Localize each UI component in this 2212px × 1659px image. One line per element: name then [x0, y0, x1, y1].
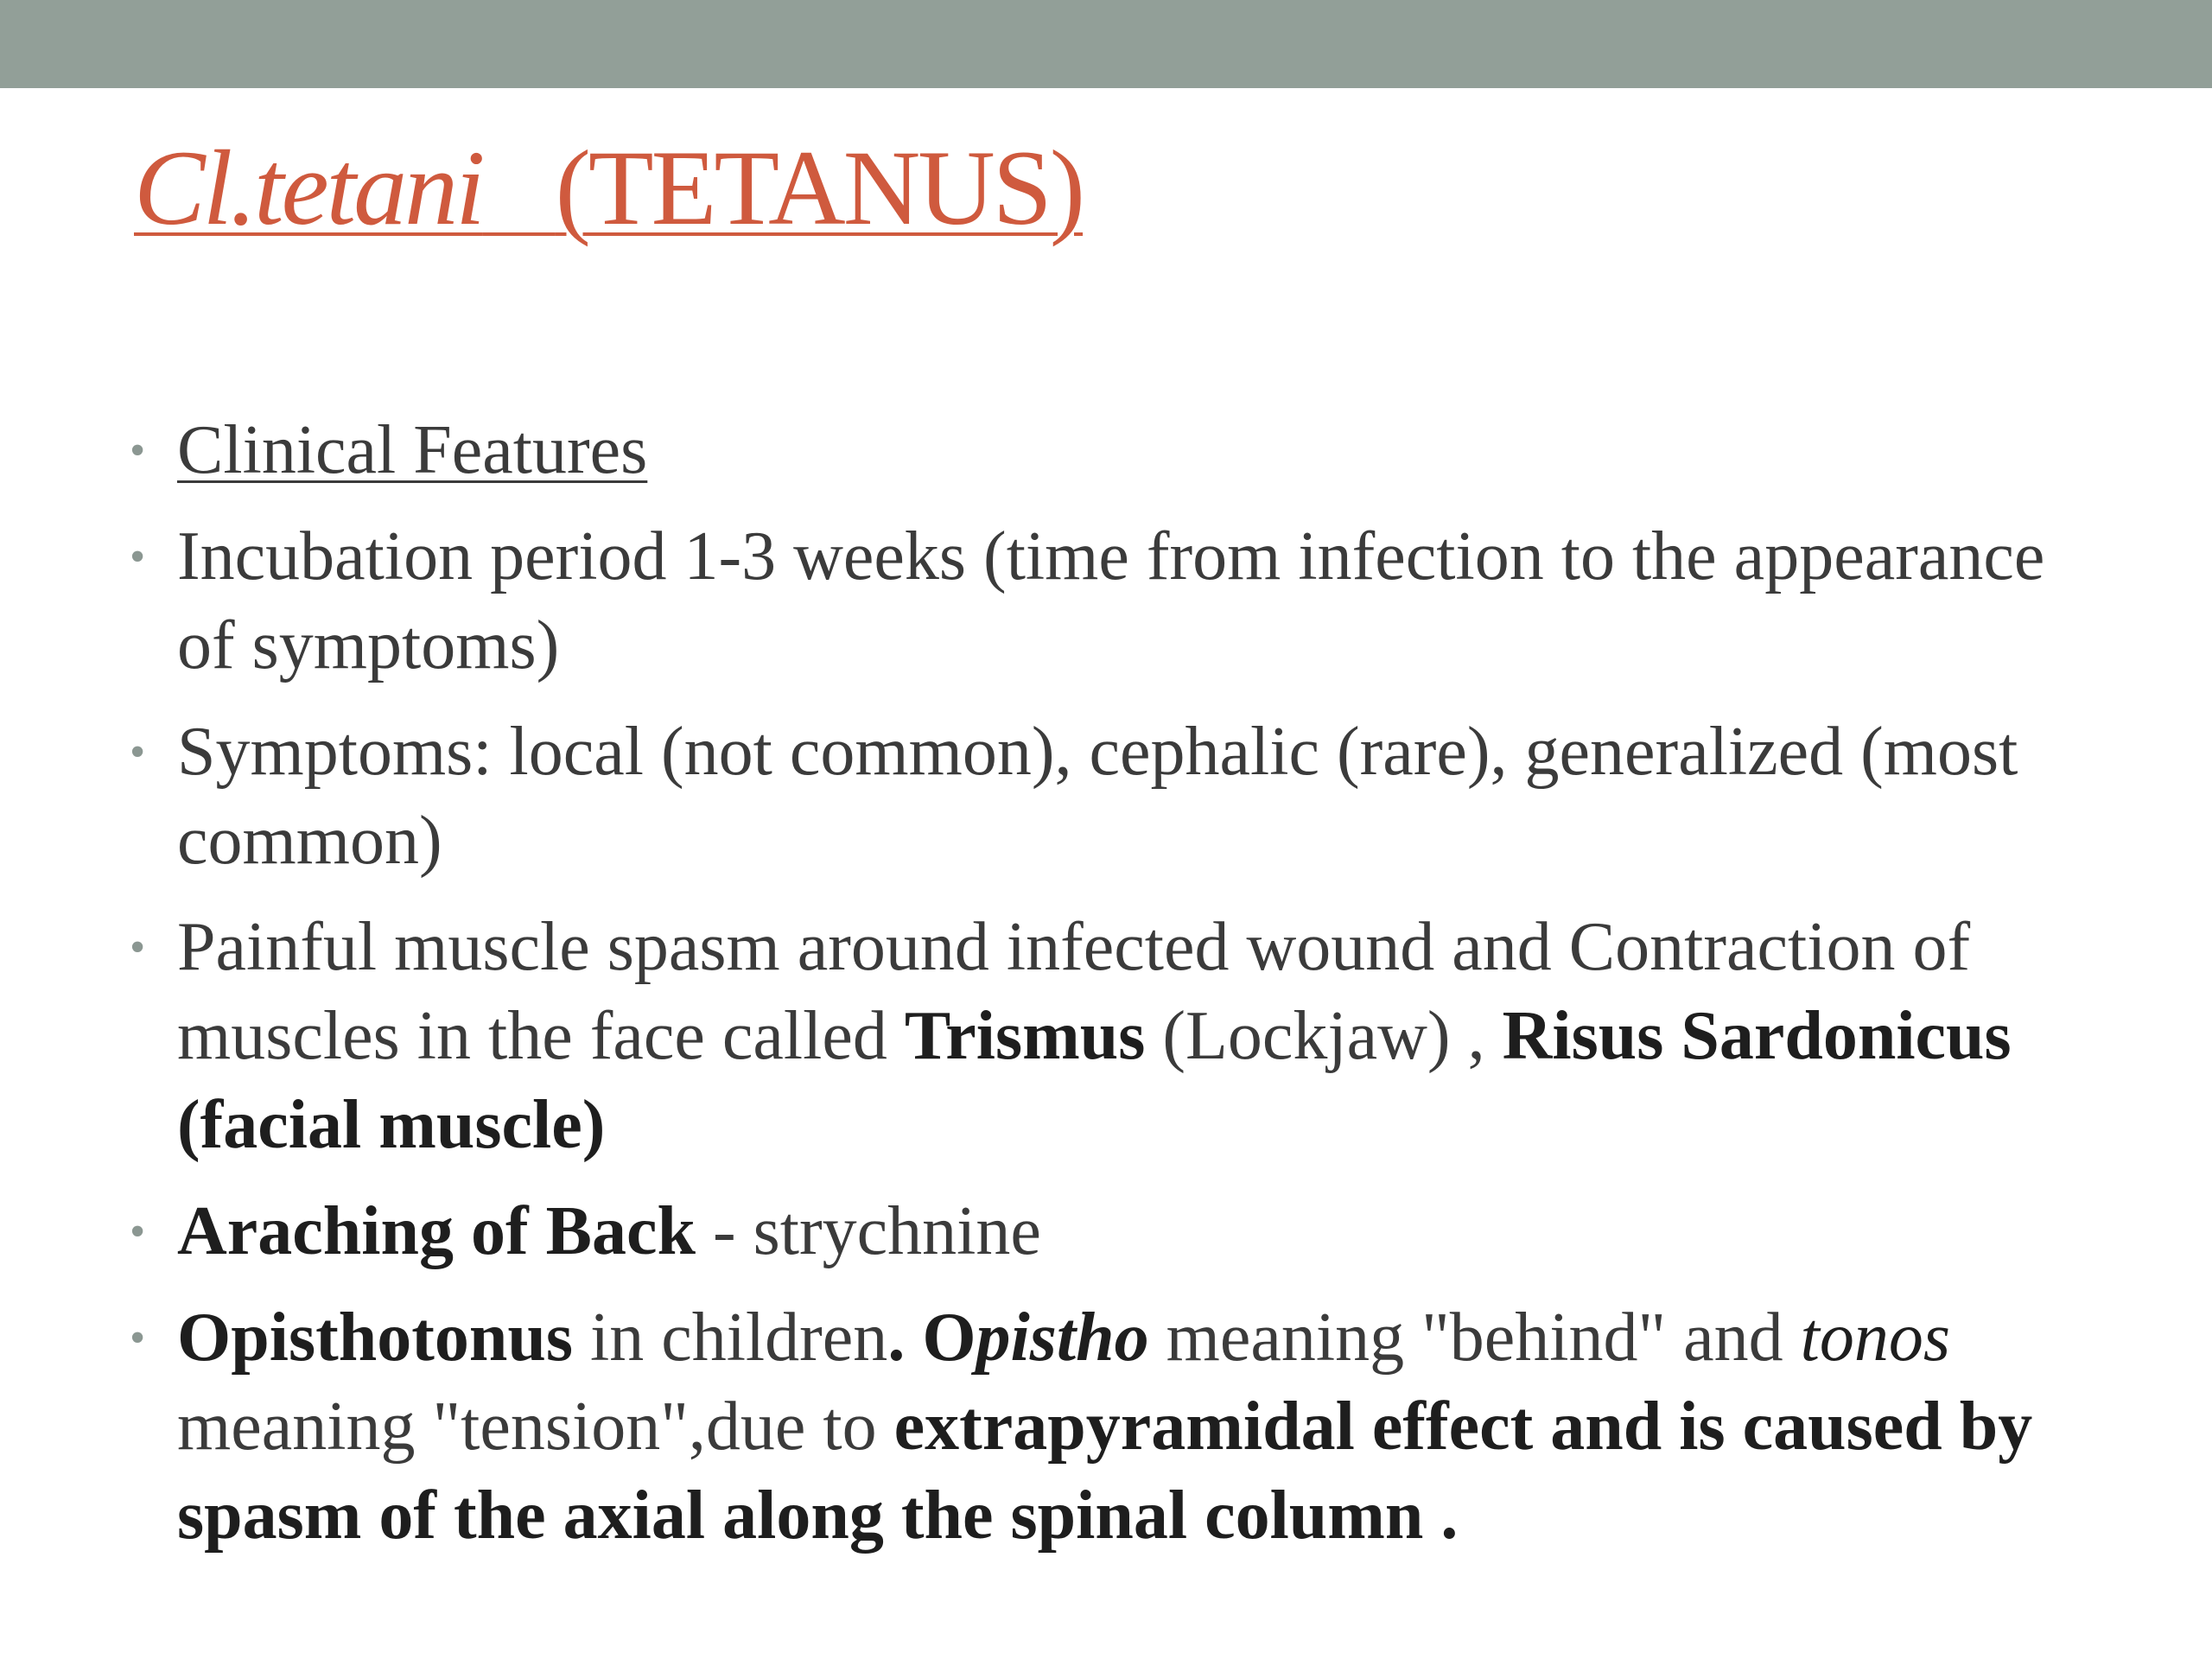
term-trismus: Trismus [904, 998, 1146, 1074]
bullet-text-bold: . O [887, 1300, 976, 1376]
title-disease-name: (TETANUS) [555, 129, 1084, 247]
bullet-muscle-spasm [130, 903, 2091, 1170]
bullet-list [130, 406, 2091, 1578]
top-accent-bar [0, 0, 2212, 88]
bullet-text: Painful muscle spasm around infected wound and Contraction of muscles in the face called [177, 909, 1971, 1074]
title-organism-name: Cl.tetani [134, 129, 483, 247]
bullet-marker: • [130, 532, 146, 582]
title-spacer [483, 129, 556, 247]
bullet-text: meaning "behind" and [1148, 1300, 1801, 1376]
term-opistho: pistho [976, 1300, 1149, 1376]
bullet-incubation-period [130, 512, 2091, 690]
bullet-marker: • [130, 1207, 146, 1256]
bullet-clinical-features [130, 406, 2091, 495]
bullet-text: Symptoms: local (not common), cephalic (rare), generalized (most common) [177, 714, 2018, 879]
bullet-marker: • [130, 923, 146, 972]
bullet-symptoms [130, 708, 2091, 886]
term-opisthotonus: Opisthotonus [177, 1300, 573, 1376]
term-arching-of-back: Araching of Back [177, 1193, 696, 1269]
bullet-arching-of-back [130, 1187, 2091, 1276]
bullet-text: - strychnine [696, 1193, 1041, 1269]
bullet-marker: • [130, 1313, 146, 1363]
term-tonos: tonos [1800, 1300, 1951, 1376]
bullet-marker: • [130, 728, 146, 777]
bullet-marker: • [130, 426, 146, 475]
bullet-text: Incubation period 1-3 weeks (time from infection to the appearance of symptoms) [177, 518, 2045, 683]
term-extrapyramidal-effect: extrapyramidal effect and is caused by spasm of the axial along the spinal column . [177, 1389, 2033, 1554]
slide-title [134, 128, 1083, 249]
bullet-opisthotonus [130, 1294, 2091, 1560]
bullet-text: Clinical Features [177, 412, 648, 488]
bullet-text: (Lockjaw) , [1145, 998, 1503, 1074]
bullet-text: meaning "tension",due to [177, 1389, 894, 1465]
bullet-text: in children [572, 1300, 888, 1376]
term-risus-sardonicus: Risus Sardonicus (facial muscle) [177, 998, 2012, 1163]
